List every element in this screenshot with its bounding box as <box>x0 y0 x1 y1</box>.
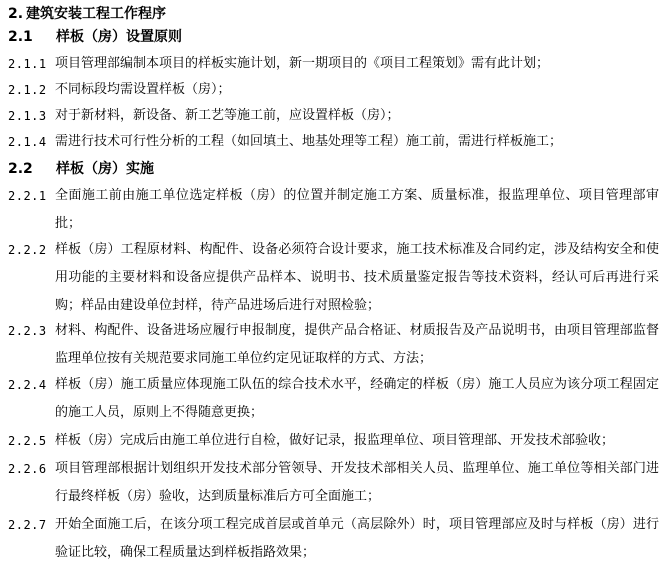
list-item <box>8 50 659 78</box>
list-item <box>8 317 659 373</box>
item-text: 对于新材料，新设备、新工艺等施工前，应设置样板（房）； <box>55 108 400 123</box>
list-item <box>8 236 659 320</box>
section-title: 建筑安装工程工作程序 <box>26 6 166 22</box>
list-item <box>8 102 659 130</box>
subsection-title: 样板（房）实施 <box>56 161 154 177</box>
item-text: 开始全面施工后，在该分项工程完成首层或首单元（高层除外）时，项目管理部应及时与样板（房）进行验证比较，确保工程质量达到样板指路效果； <box>55 517 659 560</box>
item-number: 2.2.6 <box>8 462 47 476</box>
item-number: 2.1.1 <box>8 57 47 71</box>
subsection-number: 2.2 <box>8 161 33 177</box>
item-number: 2.1.3 <box>8 109 47 123</box>
item-text: 项目管理部根据计划组织开发技术部分管领导、开发技术部相关人员、监理单位、施工单位等相关部门进行最终样板（房）验收，达到质量标准后方可全面施工； <box>55 461 659 504</box>
item-number: 2.2.3 <box>8 324 47 338</box>
subsection-heading <box>8 25 182 49</box>
list-item <box>8 511 659 567</box>
subsection-title: 样板（房）设置原则 <box>56 29 182 45</box>
item-number: 2.2.7 <box>8 518 47 532</box>
item-text: 材料、构配件、设备进场应履行申报制度，提供产品合格证、材质报告及产品说明书，由项目管理部监督监理单位按有关规范要求同施工单位约定见证取样的方式、方法； <box>55 323 659 366</box>
section-heading <box>8 2 166 26</box>
list-item <box>8 427 659 455</box>
subsection-heading <box>8 157 154 181</box>
item-text: 项目管理部编制本项目的样板实施计划，新一期项目的《项目工程策划》需有此计划； <box>55 56 550 71</box>
list-item <box>8 182 659 238</box>
list-item <box>8 76 659 104</box>
subsection-number: 2.1 <box>8 29 33 45</box>
item-number: 2.1.4 <box>8 135 47 149</box>
item-number: 2.2.2 <box>8 243 47 257</box>
item-text: 需进行技术可行性分析的工程（如回填土、地基处理等工程）施工前，需进行样板施工； <box>55 134 563 149</box>
item-text: 不同标段均需设置样板（房）； <box>55 82 231 97</box>
section-number: 2. <box>8 6 24 22</box>
item-number: 2.2.4 <box>8 378 47 392</box>
item-text: 样板（房）完成后由施工单位进行自检，做好记录，报监理单位、项目管理部、开发技术部验收； <box>55 433 615 448</box>
item-text: 样板（房）工程原材料、构配件、设备必须符合设计要求，施工技术标准及合同约定，涉及结构安全和使用功能的主要材料和设备应提供产品样本、说明书、技术质量鉴定报告等技术资料，经认可后再进行采购；样品由建设单位封样，待产品进场后进行对照检验； <box>55 242 659 313</box>
item-text: 样板（房）施工质量应体现施工队伍的综合技术水平，经确定的样板（房）施工人员应为该分项工程固定的施工人员，原则上不得随意更换； <box>55 377 659 420</box>
item-text: 全面施工前由施工单位选定样板（房）的位置并制定施工方案、质量标准，报监理单位、项目管理部审批； <box>55 188 659 231</box>
item-number: 2.2.1 <box>8 189 47 203</box>
list-item <box>8 455 659 511</box>
item-number: 2.2.5 <box>8 434 47 448</box>
item-number: 2.1.2 <box>8 83 47 97</box>
list-item <box>8 371 659 427</box>
list-item <box>8 128 659 156</box>
